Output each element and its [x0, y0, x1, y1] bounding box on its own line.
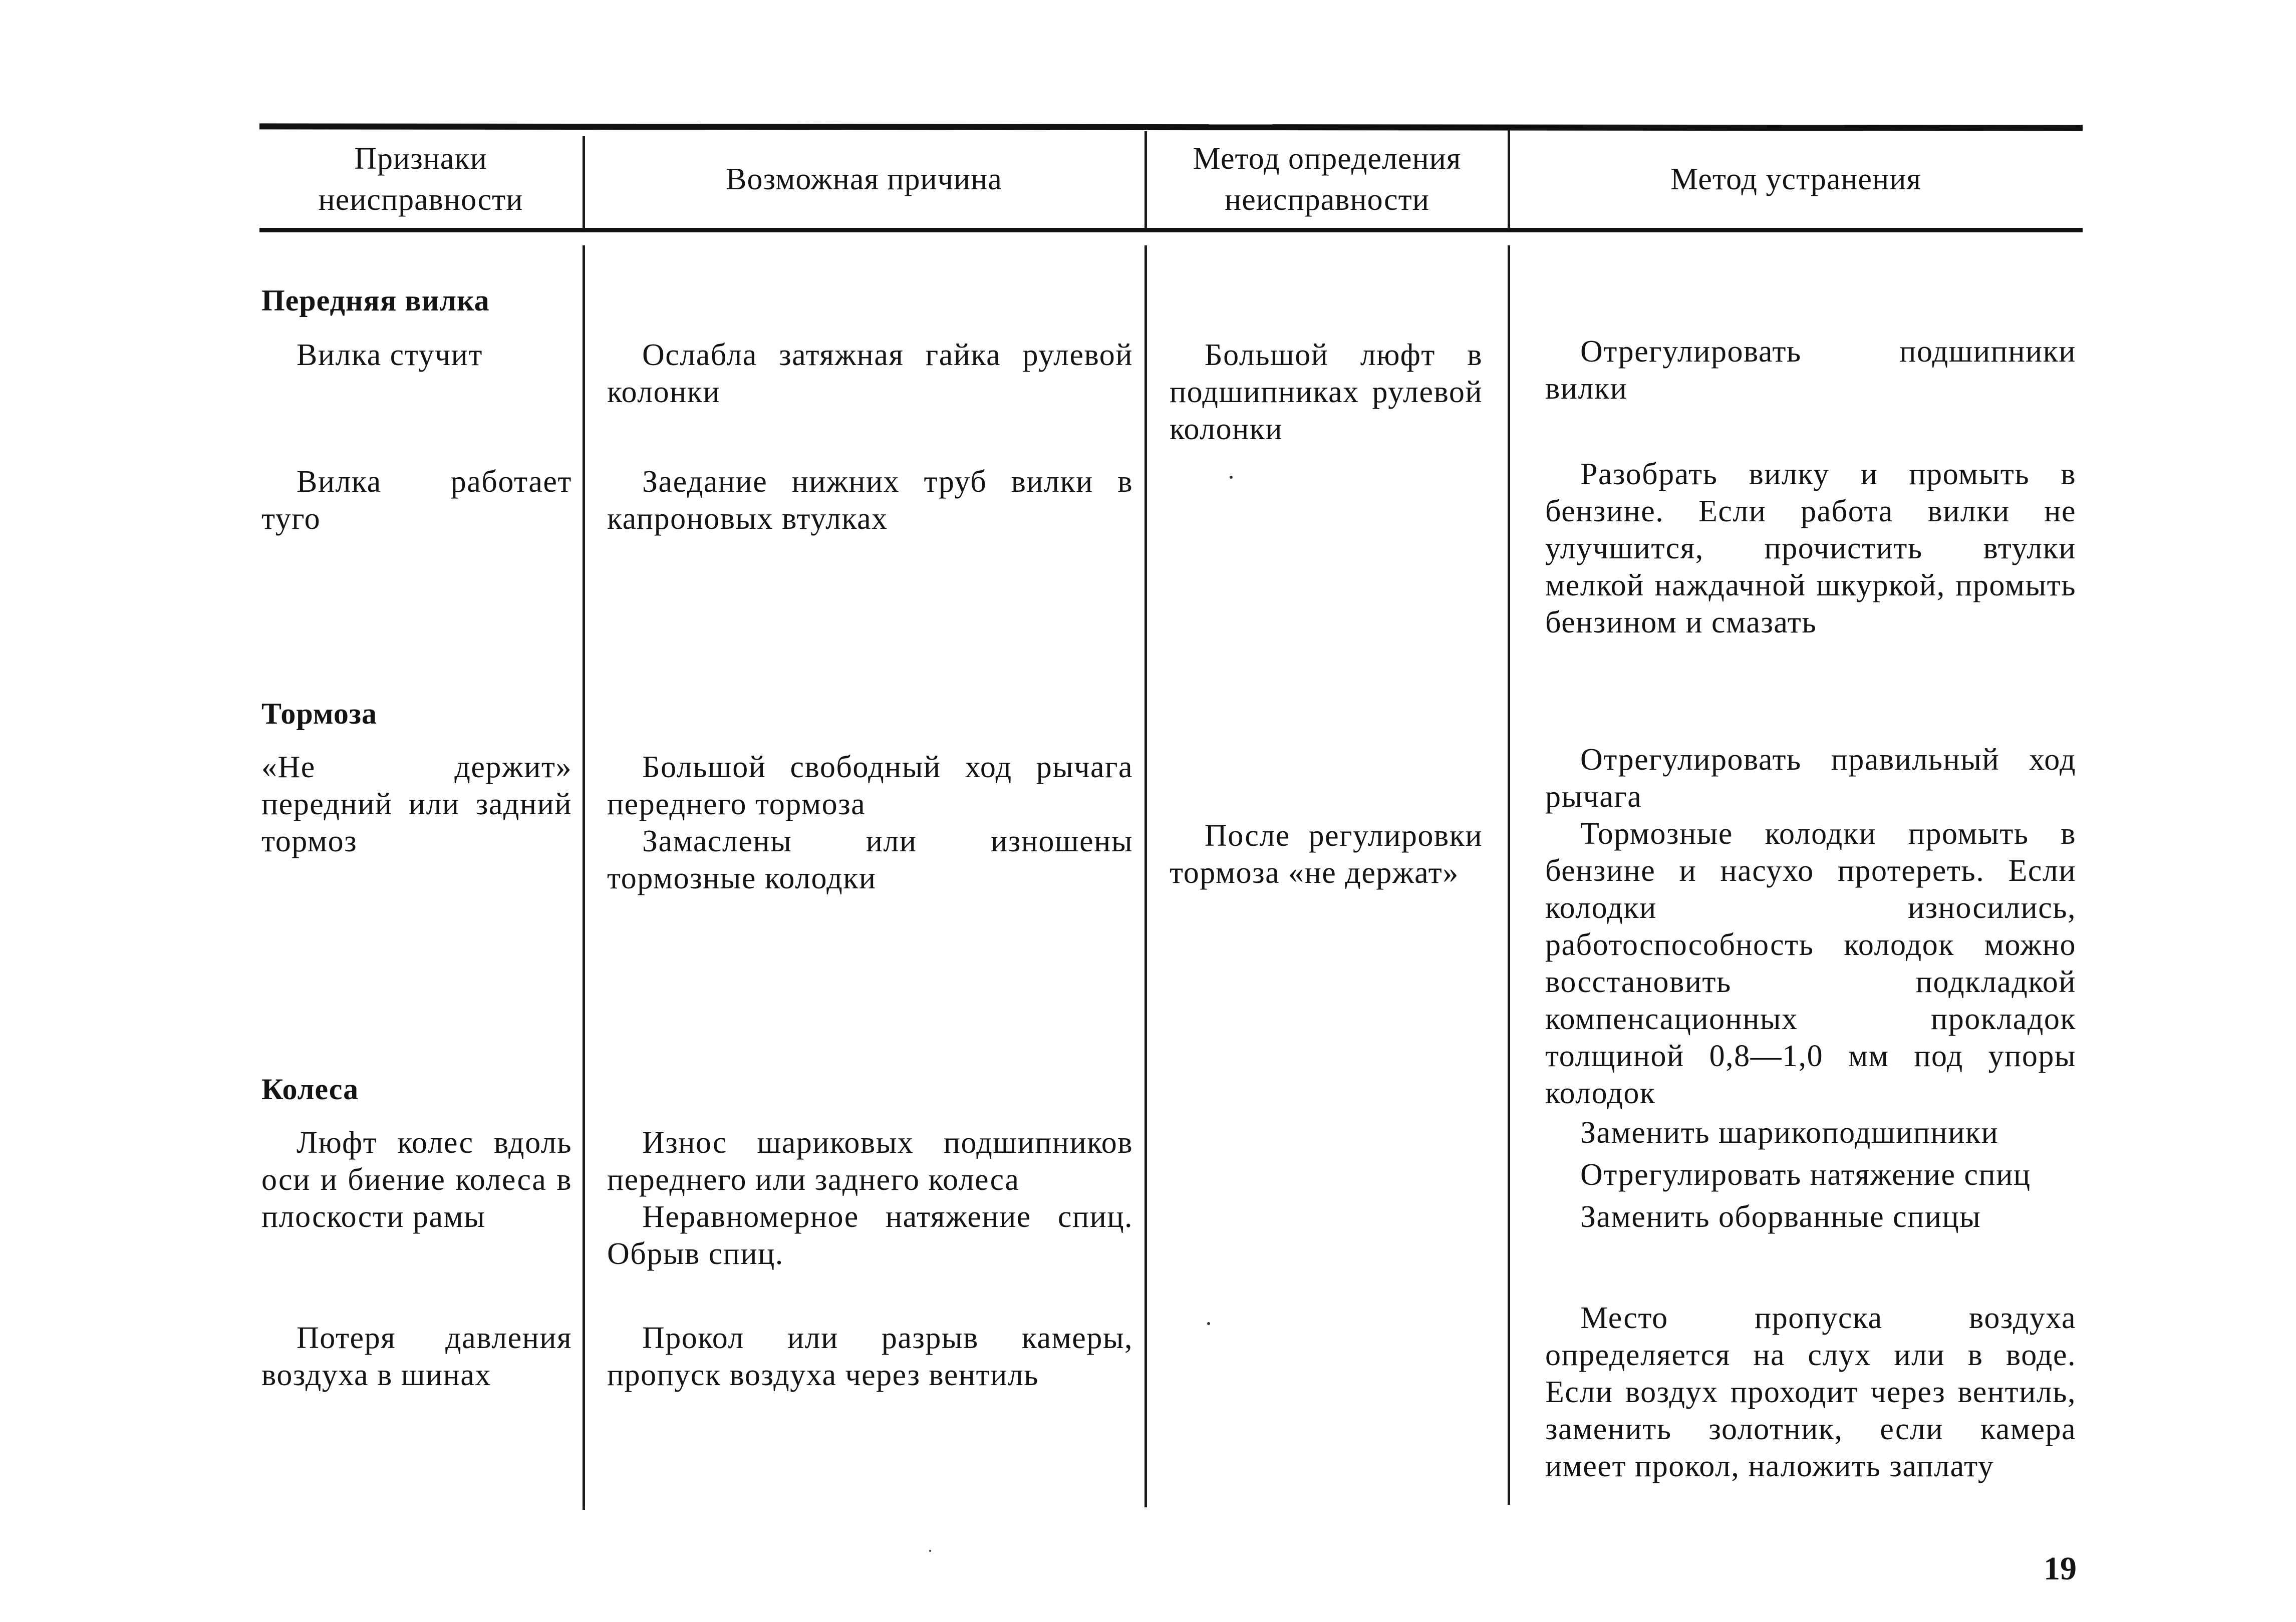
- header-column-divider: [583, 136, 585, 229]
- table-header-rule: [259, 228, 2083, 232]
- body-column-divider: [583, 245, 585, 1510]
- table-row-cause: Ослабла затяжная гайка рулевой колонки: [607, 338, 1133, 409]
- section-title-wheels: Колеса: [261, 1073, 359, 1106]
- header-column-divider: [1508, 129, 1510, 229]
- table-row-symptom: Люфт колес вдоль оси и биение колеса в плоскости рамы: [261, 1126, 572, 1234]
- table-top-rule: [259, 123, 2083, 131]
- table-row-symptom: «Не держит» передний или задний тормоз: [261, 750, 572, 858]
- table-row-symptom: Вилка стучит: [297, 338, 483, 372]
- table-row-symptom: Потеря давления воздуха в шинах: [261, 1321, 572, 1392]
- table-row-symptom: Вилка работает туго: [261, 465, 572, 536]
- table-row-remedy: Заменить шарикоподшипники Отрегулировать натяжение спиц Заменить оборванные спицы: [1580, 1116, 2031, 1234]
- table-row-remedy: Отрегулировать правильный ход рычага Тормозные колодки промыть в бензине и насухо протереть. Если колодки износились, работоспособность колодок можно восстановить подкладкой компенсационных прокладок толщиной 0,8—1,0 мм под упоры колодок: [1545, 743, 2076, 1110]
- section-title-brakes: Тормоза: [261, 697, 377, 730]
- header-possible-cause: Возможная причина: [726, 162, 1002, 196]
- page-number: 19: [2044, 1550, 2077, 1587]
- body-column-divider: [1144, 245, 1147, 1507]
- header-remedy-method: Метод устранения: [1670, 162, 1921, 196]
- header-detection-method: Метод определения неисправности: [1193, 141, 1462, 217]
- table-row-cause: Заедание нижних труб вилки в капроновых втулках: [607, 465, 1133, 536]
- section-title-front-fork: Передняя вилка: [261, 284, 490, 317]
- table-row-remedy: Место пропуска воздуха определяется на слух или в воде. Если воздух проходит через вентиль, заменить золотник, если камера имеет прокол, наложить заплату: [1545, 1301, 2076, 1483]
- scan-speck: [1230, 476, 1233, 479]
- header-symptoms: Признаки неисправности: [318, 141, 523, 217]
- table-row-remedy: Отрегулировать подшипники вилки: [1545, 335, 2076, 406]
- body-column-divider: [1508, 245, 1510, 1505]
- table-row-remedy: Разобрать вилку и промыть в бензине. Если работа вилки не улучшится, прочистить втулки мелкой наждачной шкуркой, промыть бензином и смазать: [1545, 457, 2076, 639]
- table-row-cause: Прокол или разрыв камеры, пропуск воздуха через вентиль: [607, 1321, 1133, 1392]
- table-row-cause: Износ шариковых подшипников переднего или заднего колеса Неравномерное натяжение спиц. Обрыв спиц.: [607, 1126, 1133, 1271]
- table-row-detection: Большой люфт в подшипниках рулевой колонки: [1170, 338, 1483, 446]
- scan-speck: [929, 1550, 931, 1552]
- scan-speck: [1207, 1322, 1210, 1325]
- table-row-cause: Большой свободный ход рычага переднего тормоза Замаслены или изношены тормозные колодки: [607, 750, 1133, 895]
- header-column-divider: [1144, 131, 1147, 229]
- table-row-detection: После регулировки тормоза «не держат»: [1170, 819, 1483, 890]
